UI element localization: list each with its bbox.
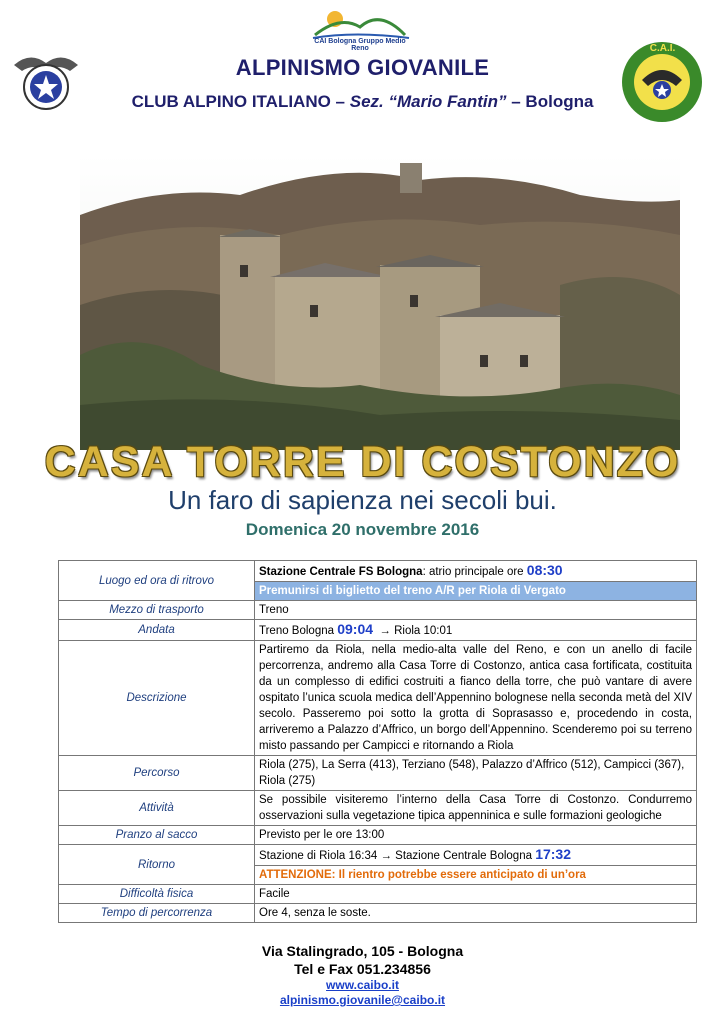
cai-seal-logo-right [620, 40, 705, 125]
org-subtitle-section: Sez. “Mario Fantin” [349, 92, 507, 111]
attivita-value: Se possibile visiteremo l’interno della Casa Torre di Costonzo. Condurremo osservazioni sulla vegetazione tipica appenninica e sulle formazioni geologiche [255, 791, 697, 826]
andata-value [255, 620, 697, 641]
pranzo-label: Pranzo al sacco [59, 826, 255, 845]
ritrovo-place: Stazione Centrale FS Bologna [259, 566, 423, 578]
percorso-value: Riola (275), La Serra (413), Terziano (548), Palazzo d’Affrico (512), Campicci (367), Riola (275) [255, 756, 697, 791]
event-info-table [58, 560, 697, 923]
difficolta-value: Facile [255, 885, 697, 904]
table-row [59, 826, 697, 845]
table-row [59, 885, 697, 904]
ritrovo-time: 08:30 [526, 562, 563, 578]
org-subtitle [0, 92, 725, 112]
table-row [59, 641, 697, 756]
ritrovo-value [255, 561, 697, 582]
ritorno-label: Ritorno [59, 845, 255, 885]
event-date: Domenica 20 novembre 2016 [245, 520, 480, 539]
ritorno-time: 17:32 [535, 846, 571, 862]
tempo-label: Tempo di percorrenza [59, 904, 255, 923]
footer-website-link[interactable]: www.caibo.it [326, 978, 399, 992]
arrow-right-icon: → [379, 625, 391, 637]
table-row [59, 620, 697, 641]
difficolta-label: Difficoltà fisica [59, 885, 255, 904]
andata-label: Andata [59, 620, 255, 641]
table-row [59, 845, 697, 866]
casa-torre-photo [80, 155, 680, 450]
footer-address: Via Stalingrado, 105 - Bologna [261, 943, 464, 959]
table-row [59, 561, 697, 582]
center-logo-text: CAI Bologna Gruppo Medio Reno [314, 38, 406, 52]
org-subtitle-suffix: – Bologna [506, 92, 594, 111]
table-row [59, 756, 697, 791]
andata-prefix: Treno Bologna [259, 625, 338, 637]
footer [0, 942, 725, 1008]
tempo-value: Ore 4, senza le soste. [255, 904, 697, 923]
ritrovo-label: Luogo ed ora di ritrovo [59, 561, 255, 601]
descrizione-value: Partiremo da Riola, nella medio-alta valle del Reno, e con un anello di facile percorrenza, andremo alla Casa Torre di Costonzo, antica casa fortificata, costituita da un complesso di edifici costruiti a fianco della torre, che può vantare di avere ospitato l’unica scuola medica dell’Appennino bolognese nella seconda metà del XIV secolo. Passeremo poi sotto la grotta di Soprasasso e, procedendo in costa, arriveremo a Palazzo d’Affrico, un borgo dell’Appennino. Scenderemo poi su terreno misto passando per Campicci e ritornando a Riola [255, 641, 697, 756]
event-title: CASA TORRE DI COSTONZO [44, 438, 681, 486]
right-logo-text: C.A.I. [649, 43, 676, 54]
ritrovo-text: : atrio principale ore [422, 566, 527, 578]
attivita-label: Attività [59, 791, 255, 826]
mezzo-value: Treno [255, 601, 697, 620]
footer-email-link[interactable]: alpinismo.giovanile@caibo.it [279, 993, 446, 1007]
event-subtitle: Un faro di sapienza nei secoli bui. [168, 485, 557, 515]
mezzo-label: Mezzo di trasporto [59, 601, 255, 620]
org-subtitle-prefix: CLUB ALPINO ITALIANO – [131, 92, 350, 111]
percorso-label: Percorso [59, 756, 255, 791]
cai-bologna-logo [305, 5, 415, 52]
andata-suffix: Riola 10:01 [390, 625, 453, 637]
footer-phone: Tel e Fax 051.234856 [294, 961, 431, 977]
andata-time: 09:04 [337, 621, 374, 637]
ritorno-prefix: Stazione di Riola 16:34 → Stazione Centrale Bologna [259, 850, 536, 862]
descrizione-label: Descrizione [59, 641, 255, 756]
org-title: ALPINISMO GIOVANILE [235, 55, 490, 80]
table-row [59, 601, 697, 620]
ritrovo-note: Premunirsi di biglietto del treno A/R per Riola di Vergato [255, 582, 697, 601]
table-row [59, 791, 697, 826]
ritorno-value [255, 845, 697, 866]
table-row [59, 904, 697, 923]
ritorno-note: ATTENZIONE: Il rientro potrebbe essere anticipato di un’ora [255, 866, 697, 885]
pranzo-value: Previsto per le ore 13:00 [255, 826, 697, 845]
